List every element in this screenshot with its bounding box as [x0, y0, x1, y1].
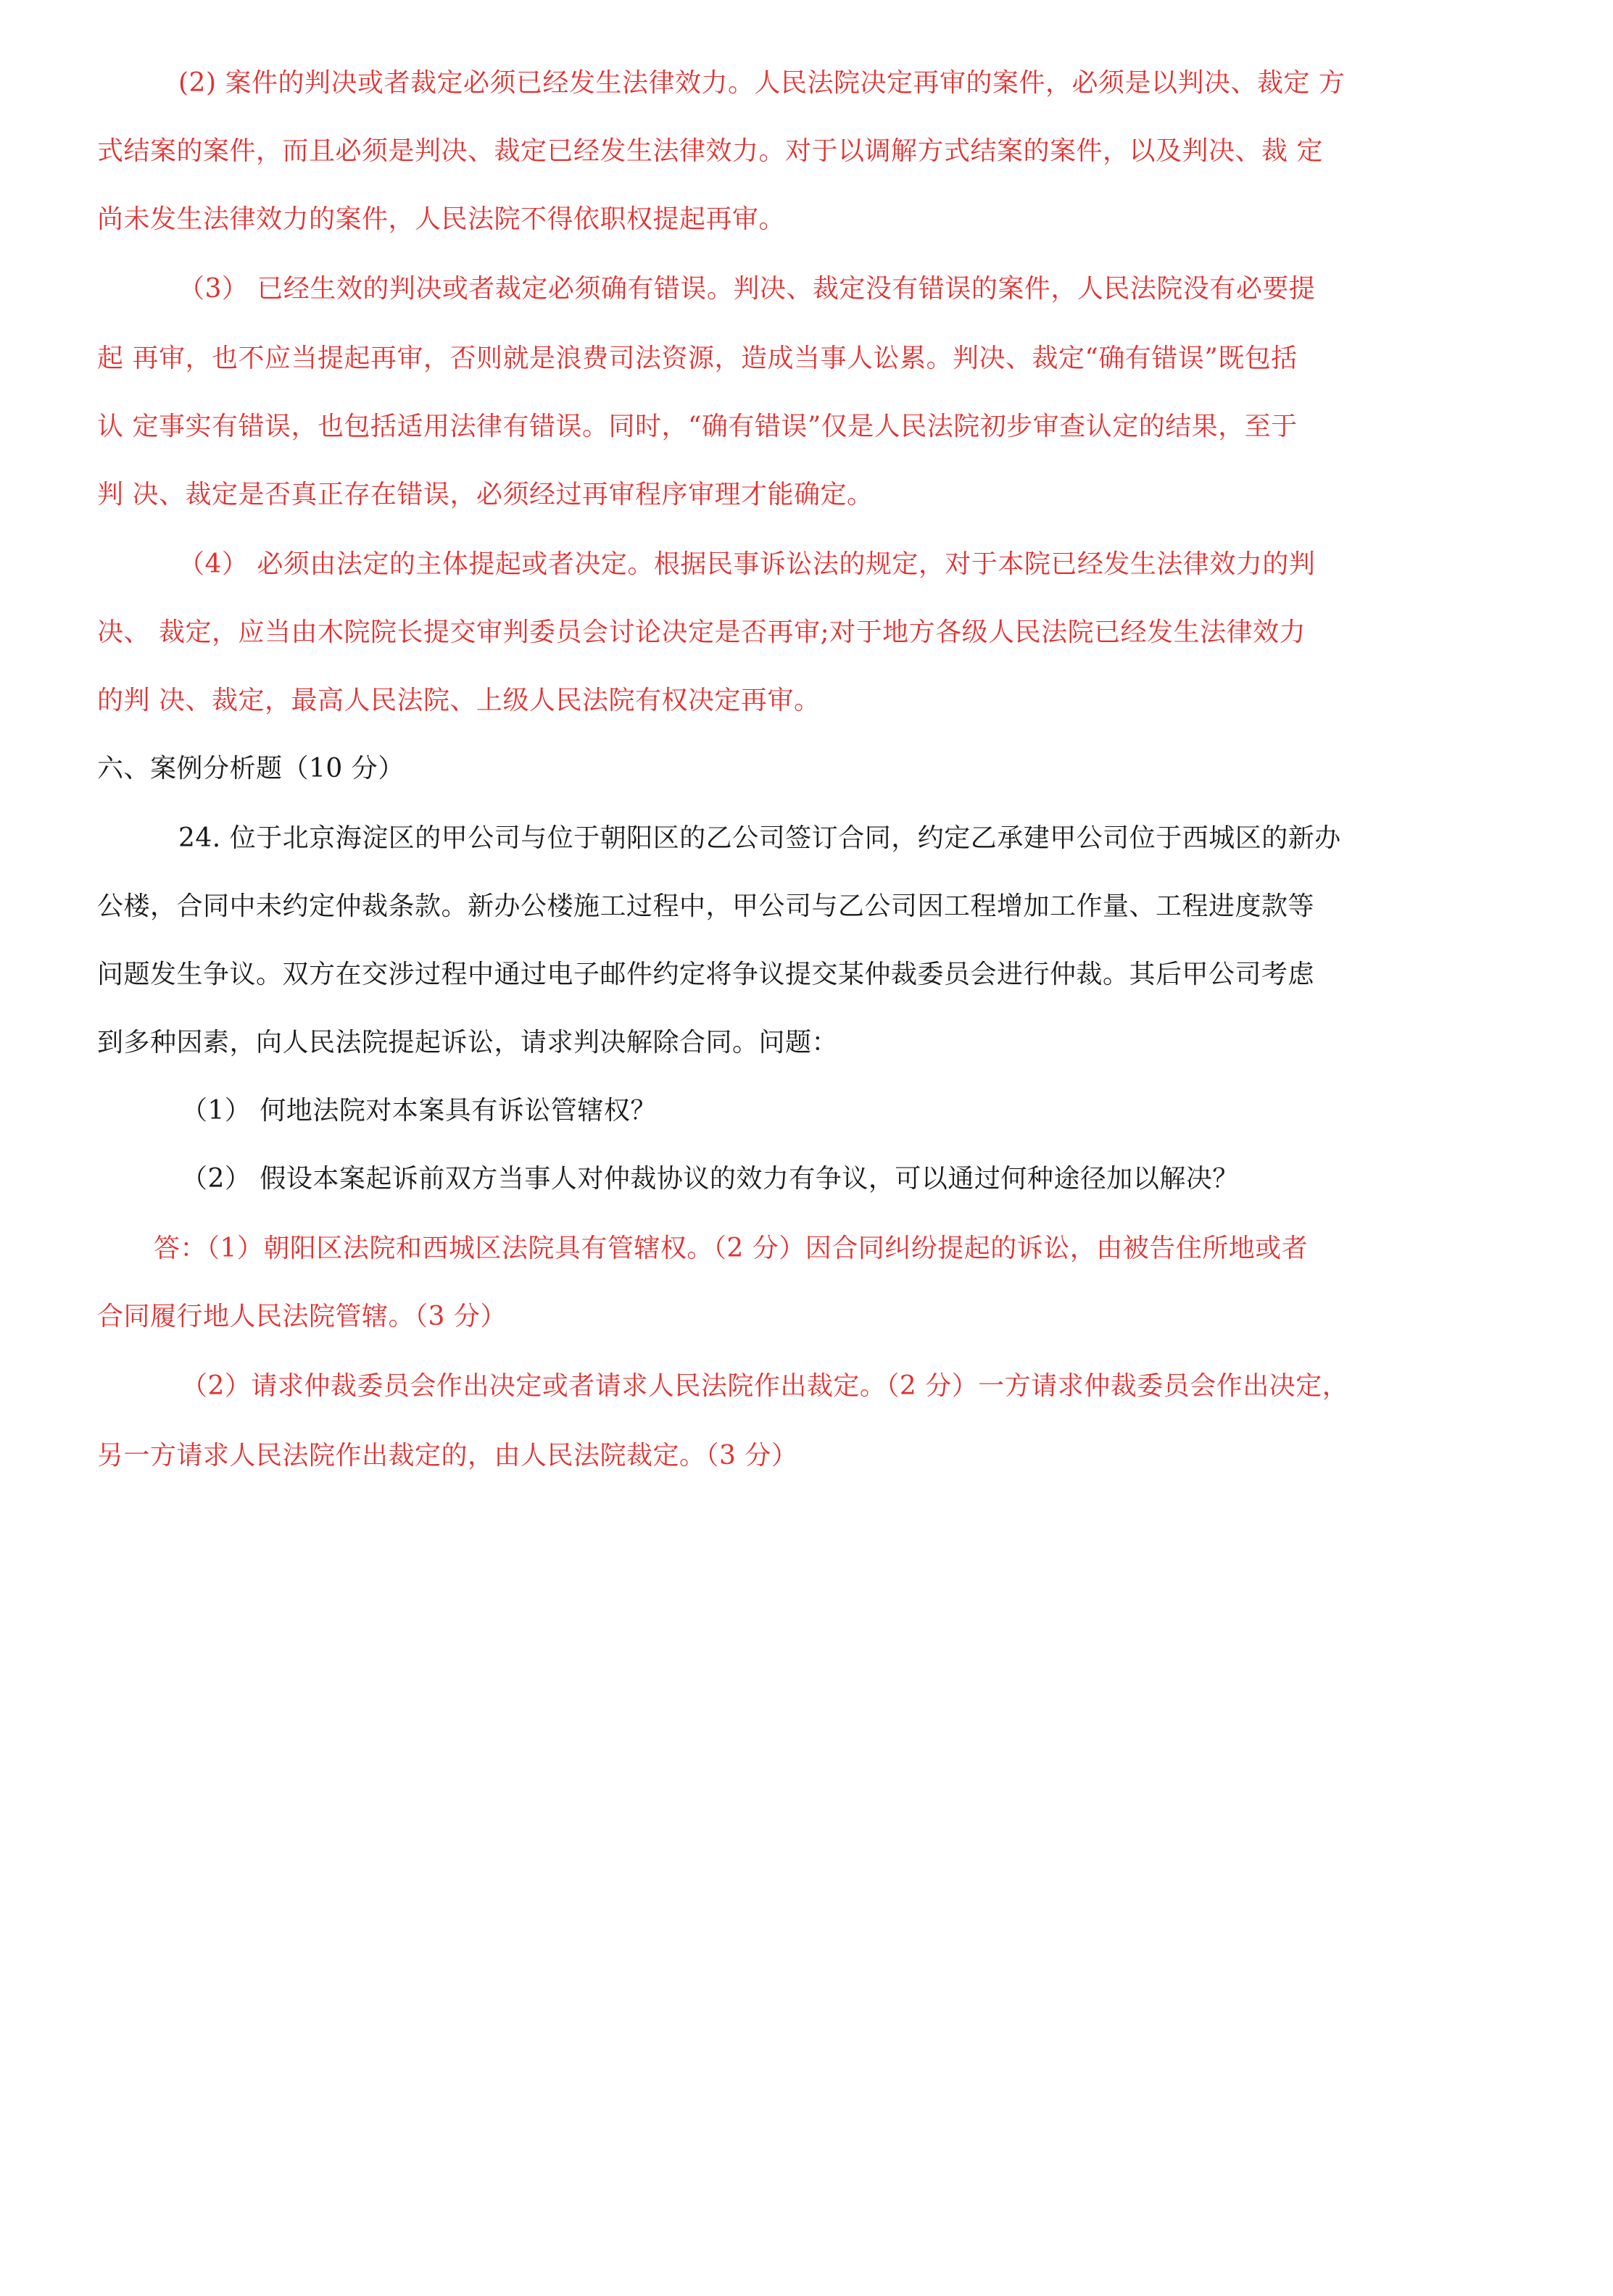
answer-p2-line-2: 式结案的案件，而且必须是判决、裁定已经发生法律效力。对于以调解方式结案的案件，以及判决、裁 定: [97, 136, 1323, 166]
section-heading: 六、案例分析题（10 分）: [97, 754, 405, 783]
question-24-line-1: 24. 位于北京海淀区的甲公司与位于朝阳区的乙公司签订合同，约定乙承建甲公司位于西城区的新办: [178, 823, 1341, 853]
answer-24-part-2-line-2: 另一方请求人民法院作出裁定的，由人民法院裁定。（3 分）: [97, 1441, 798, 1471]
answer-p3-line-4: 判 决、裁定是否真正存在错误，必须经过再审程序审理才能确定。: [97, 480, 874, 509]
question-24-line-2: 公楼，合同中未约定仲裁条款。新办公楼施工过程中，甲公司与乙公司因工程增加工作量、工程进度款等: [97, 891, 1315, 921]
answer-p4-line-3: 的判 决、裁定，最高人民法院、上级人民法院有权决定再审。: [97, 686, 821, 715]
answer-24-part-2-line-1: （2）请求仲裁委员会作出决定或者请求人民法院作出裁定。（2 分）一方请求仲裁委员会作出决定，: [181, 1371, 1349, 1401]
question-24-sub-2: （2） 假设本案起诉前双方当事人对仲裁协议的效力有争议，可以通过何种途径加以解决？: [181, 1164, 1239, 1194]
answer-p3-line-1: （3） 已经生效的判决或者裁定必须确有错误。判决、裁定没有错误的案件，人民法院没有必要提: [178, 274, 1316, 304]
question-24-line-4: 到多种因素，向人民法院提起诉讼，请求判决解除合同。问题：: [97, 1028, 839, 1057]
answer-p4-line-2: 决、 裁定，应当由木院院长提交审判委员会讨论决定是否再审;对于地方各级人民法院已经发生法律效力: [97, 617, 1306, 647]
answer-p3-line-2: 起 再审，也不应当提起再审，否则就是浪费司法资源，造成当事人讼累。判决、裁定“确有错误”既包括: [97, 344, 1298, 373]
answer-24-part-1-line-2: 合同履行地人民法院管辖。（3 分）: [97, 1302, 507, 1331]
answer-p2-line-3: 尚未发生法律效力的案件，人民法院不得依职权提起再审。: [97, 204, 786, 234]
answer-p2-line-1: (2) 案件的判决或者裁定必须已经发生法律效力。人民法院决定再审的案件，必须是以判决、裁定 方: [178, 68, 1345, 98]
answer-24-part-1-line-1: 答：（1）朝阳区法院和西城区法院具有管辖权。（2 分）因合同纠纷提起的诉讼，由被告住所地或者: [154, 1234, 1309, 1263]
answer-p3-line-3: 认 定事实有错误，也包括适用法律有错误。同时，“确有错误”仅是人民法院初步审查认定的结果，至于: [97, 412, 1298, 441]
answer-p4-line-1: （4） 必须由法定的主体提起或者决定。根据民事诉讼法的规定，对于本院已经发生法律效力的判: [178, 549, 1316, 579]
question-24-sub-1: （1） 何地法院对本案具有诉讼管辖权？: [181, 1096, 657, 1126]
question-24-line-3: 问题发生争议。双方在交涉过程中通过电子邮件约定将争议提交某仲裁委员会进行仲裁。其后甲公司考虑: [97, 960, 1315, 989]
